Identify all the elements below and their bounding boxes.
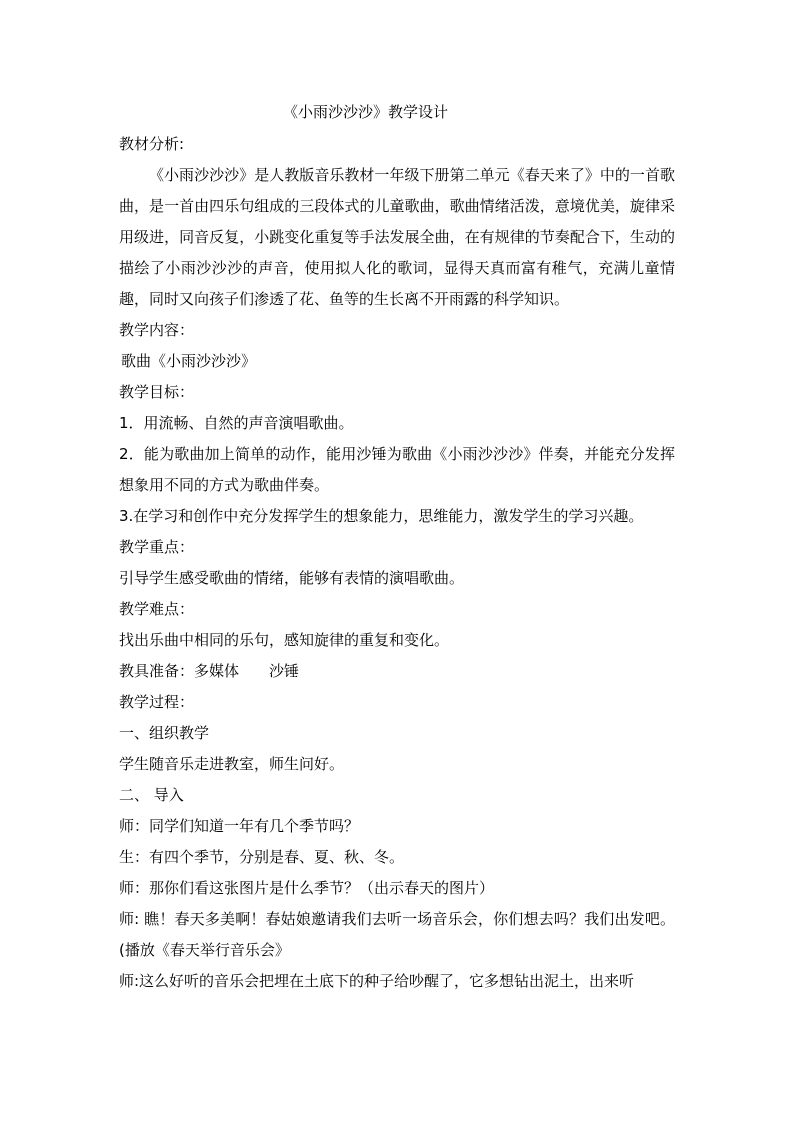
tools-label: 教具准备：多媒体 (119, 662, 240, 680)
key-heading: 教学重点： (119, 538, 195, 556)
content-heading: 教学内容： (119, 321, 195, 339)
key-text: 引导学生感受歌曲的情绪，能够有表情的演唱歌曲。 (119, 569, 465, 587)
goal-item-3: 3.在学习和创作中充分发挥学生的想象能力，思维能力，激发学生的学习兴趣。 (119, 507, 644, 525)
page-title: 《小雨沙沙沙》教学设计 (283, 103, 449, 121)
step-1-text: 学生随音乐走进教室，师生问好。 (119, 755, 345, 773)
goal-item-2: 2．能为歌曲加上简单的动作，能用沙锤为歌曲《小雨沙沙沙》伴奏，并能充分发挥想象用不同的方式为歌曲伴奏。 (119, 445, 675, 494)
step-2-heading: 二、 导入 (119, 786, 184, 804)
tools-item: 沙锤 (269, 662, 300, 680)
analysis-heading: 教材分析: (119, 135, 185, 153)
document-body (119, 129, 675, 997)
content-text: 歌曲《小雨沙沙沙》 (121, 352, 257, 370)
dialog-line-4: 师: 瞧！春天多美啊！春姑娘邀请我们去听一场音乐会，你们想去吗？我们出发吧。(播放《春天举行音乐会》 (119, 910, 675, 959)
goal-item-1: 1．用流畅、自然的声音演唱歌曲。 (119, 414, 354, 432)
dialog-line-3: 师：那你们看这张图片是什么季节？（出示春天的图片） (119, 879, 495, 897)
tools-line (119, 656, 675, 687)
process-heading: 教学过程： (119, 693, 195, 711)
step-1-heading: 一、组织教学 (119, 724, 210, 742)
difficulty-heading: 教学难点： (119, 600, 195, 618)
goals-heading: 教学目标： (119, 383, 195, 401)
dialog-line-2: 生：有四个季节，分别是春、夏、秋、冬。 (119, 848, 405, 866)
dialog-line-5: 师:这么好听的音乐会把埋在土底下的种子给吵醒了，它多想钻出泥土，出来听 (119, 972, 635, 990)
dialog-line-1: 师：同学们知道一年有几个季节吗？ (119, 817, 360, 835)
analysis-paragraph: 《小雨沙沙沙》是人教版音乐教材一年级下册第二单元《春天来了》中的一首歌曲，是一首由四乐句组成的三段体式的儿童歌曲，歌曲情绪活泼，意境优美，旋律采用级进，同音反复，小跳变化重复等手法发展全曲，在有规律的节奏配合下，生动的描绘了小雨沙沙沙的声音，使用拟人化的歌词，显得天真而富有稚气，充满儿童情趣，同时又向孩子们渗透了花、鱼等的生长离不开雨露的科学知识。 (119, 166, 675, 308)
difficulty-text: 找出乐曲中相同的乐句，感知旋律的重复和变化。 (119, 631, 450, 649)
